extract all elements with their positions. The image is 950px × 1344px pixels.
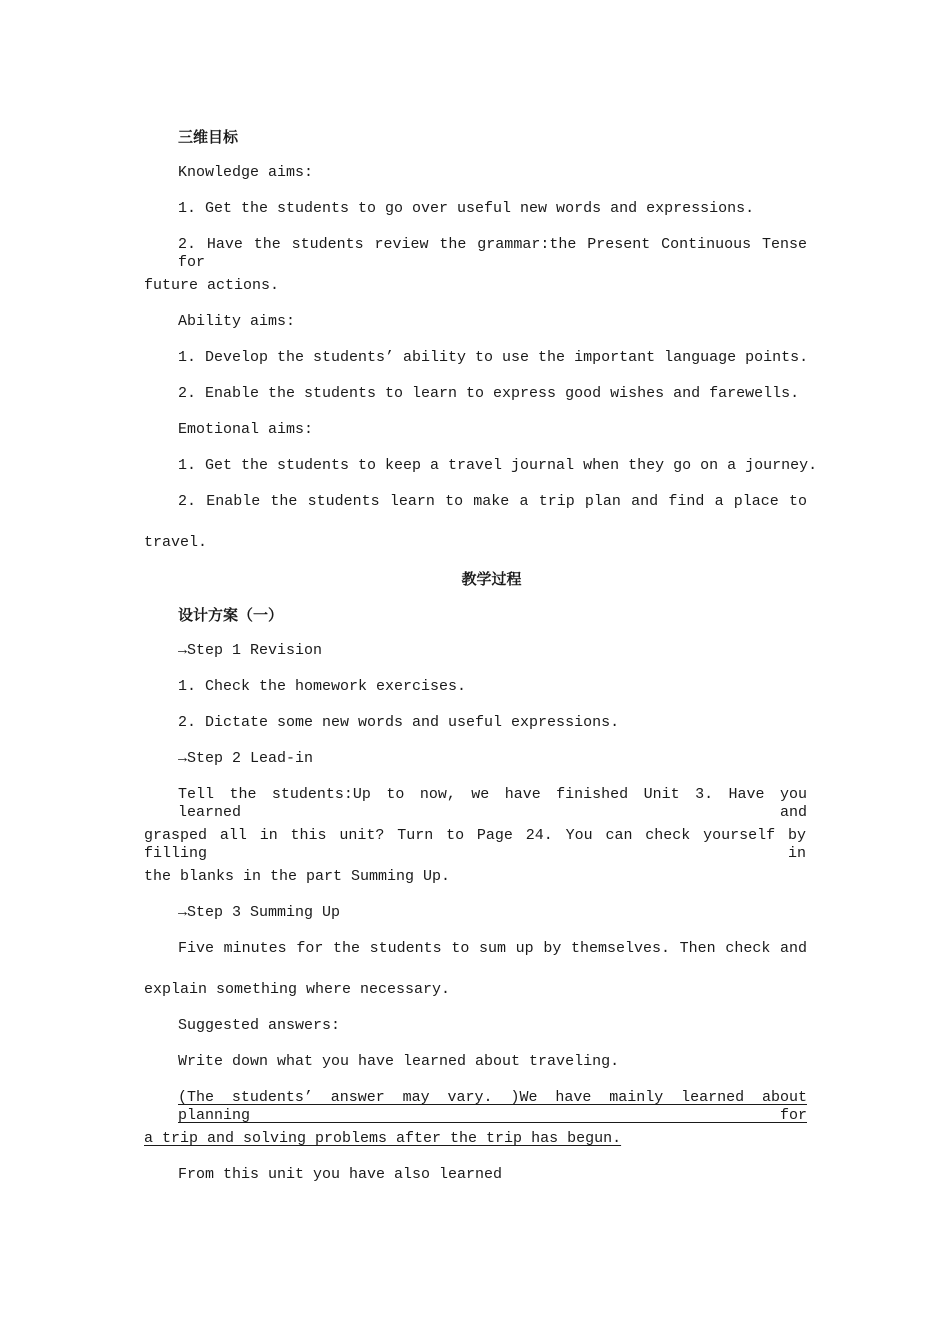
question-2: From this unit you have also learned bbox=[178, 1166, 503, 1183]
process-title: 教学过程 bbox=[461, 570, 522, 588]
step-3-title: →Step 3 Summing Up bbox=[178, 904, 341, 921]
plan-title: 设计方案（一） bbox=[178, 606, 284, 624]
step-3-line-1: Five minutes for the students to sum up by themselves. Then check and bbox=[178, 940, 807, 957]
emotional-aims-label: Emotional aims: bbox=[178, 421, 314, 438]
section-title: 三维目标 bbox=[178, 128, 239, 146]
answer-1-line-1: (The students’ answer may vary. )We have mainly learned about planning for bbox=[178, 1089, 807, 1124]
step-1-item-2: 2. Dictate some new words and useful expressions. bbox=[178, 714, 620, 731]
emotional-aim-2-line-1: 2. Enable the students learn to make a trip plan and find a place to bbox=[178, 493, 807, 510]
ability-aims-label: Ability aims: bbox=[178, 313, 296, 330]
step-2-line-3: the blanks in the part Summing Up. bbox=[144, 868, 451, 885]
ability-aim-1: 1. Develop the students’ ability to use the important language points. bbox=[178, 349, 809, 366]
emotional-aim-1: 1. Get the students to keep a travel journal when they go on a journey. bbox=[178, 457, 818, 474]
step-3-line-2: explain something where necessary. bbox=[144, 981, 451, 998]
emotional-aim-2-line-2: travel. bbox=[144, 534, 208, 551]
step-1-title: →Step 1 Revision bbox=[178, 642, 323, 659]
step-2-line-1: Tell the students:Up to now, we have finished Unit 3. Have you learned and bbox=[178, 786, 807, 821]
step-2-line-2: grasped all in this unit? Turn to Page 24. You can check yourself by filling in bbox=[144, 827, 806, 862]
answer-1-line-2: a trip and solving problems after the trip has begun. bbox=[144, 1130, 622, 1147]
knowledge-aim-1: 1. Get the students to go over useful new words and expressions. bbox=[178, 200, 755, 217]
suggested-answers-label: Suggested answers: bbox=[178, 1017, 341, 1034]
knowledge-aims-label: Knowledge aims: bbox=[178, 164, 314, 181]
knowledge-aim-2-line-2: future actions. bbox=[144, 277, 280, 294]
ability-aim-2: 2. Enable the students to learn to express good wishes and farewells. bbox=[178, 385, 800, 402]
step-2-title: →Step 2 Lead-in bbox=[178, 750, 314, 767]
question-1: Write down what you have learned about traveling. bbox=[178, 1053, 620, 1070]
step-1-item-1: 1. Check the homework exercises. bbox=[178, 678, 467, 695]
knowledge-aim-2-line-1: 2. Have the students review the grammar:the Present Continuous Tense for bbox=[178, 236, 807, 271]
